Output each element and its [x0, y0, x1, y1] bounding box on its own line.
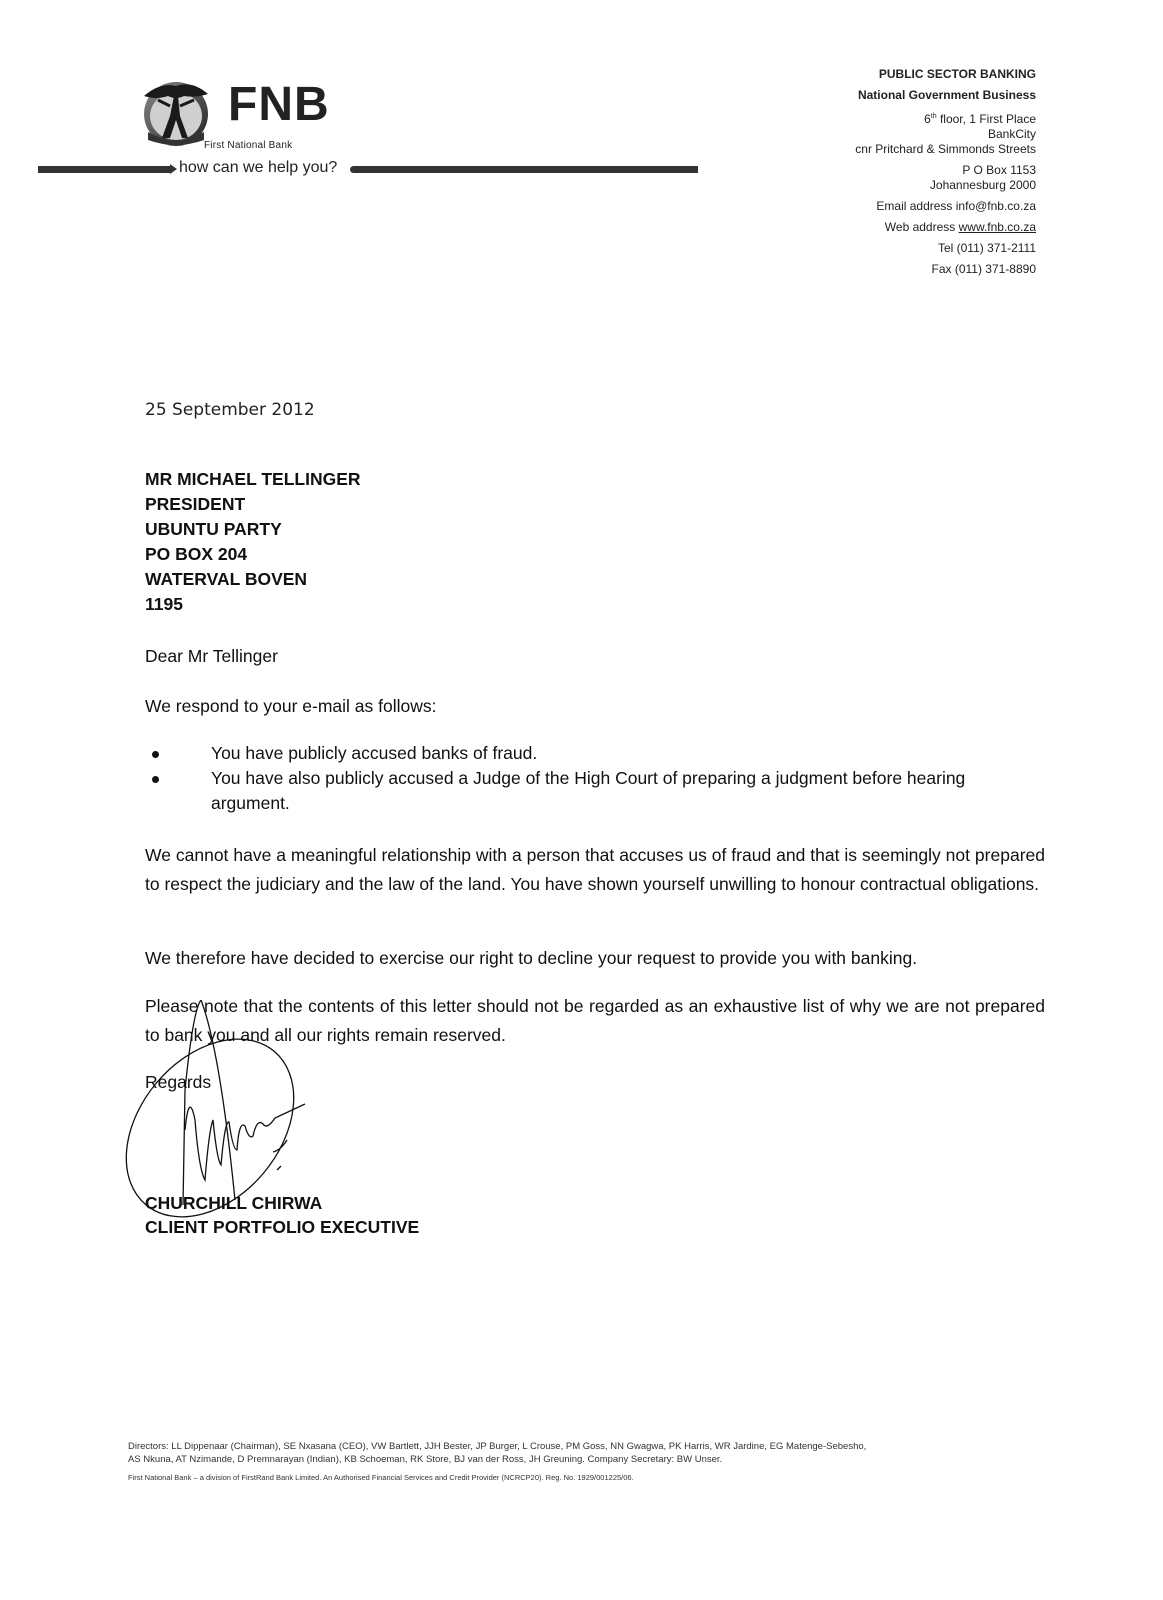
bullet-icon — [152, 776, 159, 783]
recipient-line: PO BOX 204 — [145, 544, 248, 564]
directors-line-1: Directors: LL Dippenaar (Chairman), SE Nxasana (CEO), VW Bartlett, JJH Bester, JP Burger, L Crouse, PM Goss, NN Gwagwa, PK Harris, WR Jardine, EG Matenge-Sebesho, — [128, 1441, 867, 1452]
slogan: how can we help you? — [179, 159, 338, 176]
postal-line-2: Johannesburg 2000 — [929, 178, 1036, 192]
letter-date: 25 September 2012 — [145, 400, 315, 420]
postal-line-1: P O Box 1153 — [962, 163, 1036, 177]
recipient-line: WATERVAL BOVEN — [145, 569, 308, 589]
salutation: Dear Mr Tellinger — [145, 646, 278, 666]
recipient-line: MR MICHAEL TELLINGER — [145, 469, 361, 489]
email-label: Email address — [876, 199, 956, 213]
web-line — [855, 220, 1036, 235]
intro-line: We respond to your e-mail as follows: — [145, 696, 437, 716]
list-item-text: You have publicly accused banks of fraud. — [211, 743, 538, 763]
recipient-line: UBUNTU PARTY — [145, 519, 282, 539]
bank-address-block — [855, 67, 1036, 277]
brand-full-name: First National Bank — [204, 140, 293, 151]
address-line-1 — [855, 109, 1036, 127]
web-label: Web address — [884, 220, 959, 234]
web-link[interactable]: www.fnb.co.za — [958, 220, 1036, 234]
list-item-text: You have also publicly accused a Judge of the High Court of preparing a judgment before hearing argument. — [211, 768, 966, 813]
floor-suffix: th — [930, 113, 937, 120]
legal-line: First National Bank – a division of FirstRand Bank Limited. An Authorised Financial Services and Credit Provider (NCRCP20). Reg. No. 1929/001225/06. — [128, 1473, 634, 1482]
unit-name: National Government Business — [857, 88, 1036, 102]
slogan-bar — [38, 159, 698, 176]
slogan-bar-right — [350, 166, 698, 173]
list-item — [145, 766, 1045, 816]
list-item — [145, 741, 1045, 766]
fax-line: Fax (011) 371-8890 — [931, 262, 1036, 276]
slogan-bar-left — [38, 166, 172, 173]
tel-line: Tel (011) 371-2111 — [937, 241, 1036, 255]
recipient-line: 1195 — [145, 594, 183, 614]
address-line-2: BankCity — [987, 127, 1036, 141]
recipient-block — [145, 467, 361, 617]
recipient-line: PRESIDENT — [145, 494, 246, 514]
signer-name: CHURCHILL CHIRWA — [145, 1193, 323, 1213]
floor-rest: floor, 1 First Place — [936, 112, 1036, 126]
signer-block — [145, 1191, 419, 1239]
email-line — [855, 199, 1036, 214]
floor-number: 6 — [924, 112, 931, 126]
accusation-list — [145, 741, 1045, 816]
email-address: info@fnb.co.za — [955, 199, 1036, 213]
address-line-3: cnr Pritchard & Simmonds Streets — [855, 142, 1036, 156]
arrow-right-icon — [170, 164, 177, 174]
paragraph-decision: We therefore have decided to exercise our right to decline your request to provide you with banking. — [145, 948, 918, 968]
acacia-tree-emblem-icon — [140, 76, 212, 148]
signer-title: CLIENT PORTFOLIO EXECUTIVE — [145, 1217, 420, 1237]
paragraph-relationship: We cannot have a meaningful relationship with a person that accuses us of fraud and that is seemingly not prepared to respect the judiciary and the law of the land. You have shown yourself unwilling to honour contractual obligations. — [145, 845, 1045, 894]
bullet-icon — [152, 751, 159, 758]
brand-wordmark: FNB — [228, 78, 330, 131]
closing: Regards — [145, 1072, 212, 1092]
directors-line-2: AS Nkuna, AT Nzimande, D Premnarayan (Indian), KB Schoeman, RK Store, BJ van der Ross, JH Greuning. Company Secretary: BW Unser. — [128, 1453, 723, 1465]
footer — [128, 1441, 866, 1485]
division-name: PUBLIC SECTOR BANKING — [878, 67, 1036, 81]
fnb-logo — [140, 76, 360, 156]
paragraph-rights-reserved: Please note that the contents of this letter should not be regarded as an exhaustive list of why we are not prepared to bank you and all our rights remain reserved. — [145, 996, 1045, 1045]
